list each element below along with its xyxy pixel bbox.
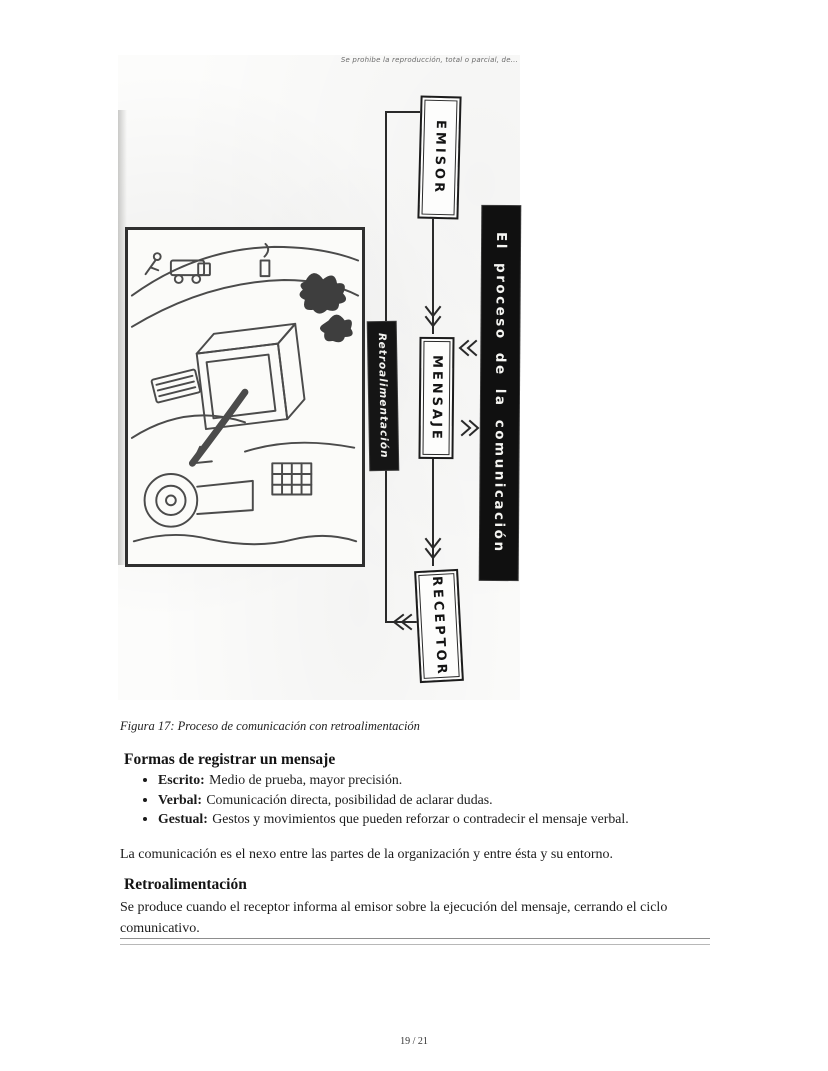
receptor-label: RECEPTOR [428,575,450,677]
scan-header-note: Se prohibe la reproducción, total o parcial, de... [340,56,518,64]
retroalimentacion-label: Retroalimentación [375,333,391,459]
list-item [158,770,629,790]
bullet-desc: Medio de prueba, mayor precisión. [209,772,403,787]
heading-retroalimentacion: Retroalimentación [124,876,247,893]
illustration-sketch [128,230,362,564]
diagram-title-banner [480,206,521,580]
figure-caption: Figura 17: Proceso de comunicación con retroalimentación [120,719,420,733]
bullet-desc: Comunicación directa, posibilidad de aclarar dudas. [206,791,493,807]
list-item [158,790,629,810]
illustration-frame [125,227,365,567]
paragraph-retroalimentacion: Se produce cuando el receptor informa al emisor sobre la ejecución del mensaje, cerrando el ciclo comunicativo. [120,900,668,936]
bullet-term: Gestual: [158,811,208,826]
diagram-node-emisor [417,95,461,219]
scanned-figure [118,55,520,700]
diagram-node-retroalimentacion [368,322,399,470]
banner-label: El proceso de la comunicación [490,232,510,554]
section-divider [120,938,710,945]
heading-formas-de-registrar: Formas de registrar un mensaje [124,751,336,768]
bullet-list [140,770,629,829]
bullet-desc: Gestos y movimientos que pueden reforzar o contradecir el mensaje verbal. [212,811,629,826]
bullet-term: Escrito: [158,772,205,787]
mensaje-label: MENSAJE [428,354,445,442]
paragraph-nexo: La comunicación es el nexo entre las partes de la organización y entre ésta y su entorno. [120,847,614,862]
list-item [158,809,629,829]
page-number: 19 / 21 [400,1036,428,1047]
bullet-term: Verbal: [158,791,202,807]
diagram-node-mensaje [418,337,454,459]
emisor-label: EMISOR [431,119,448,196]
diagram-node-receptor [414,569,464,683]
